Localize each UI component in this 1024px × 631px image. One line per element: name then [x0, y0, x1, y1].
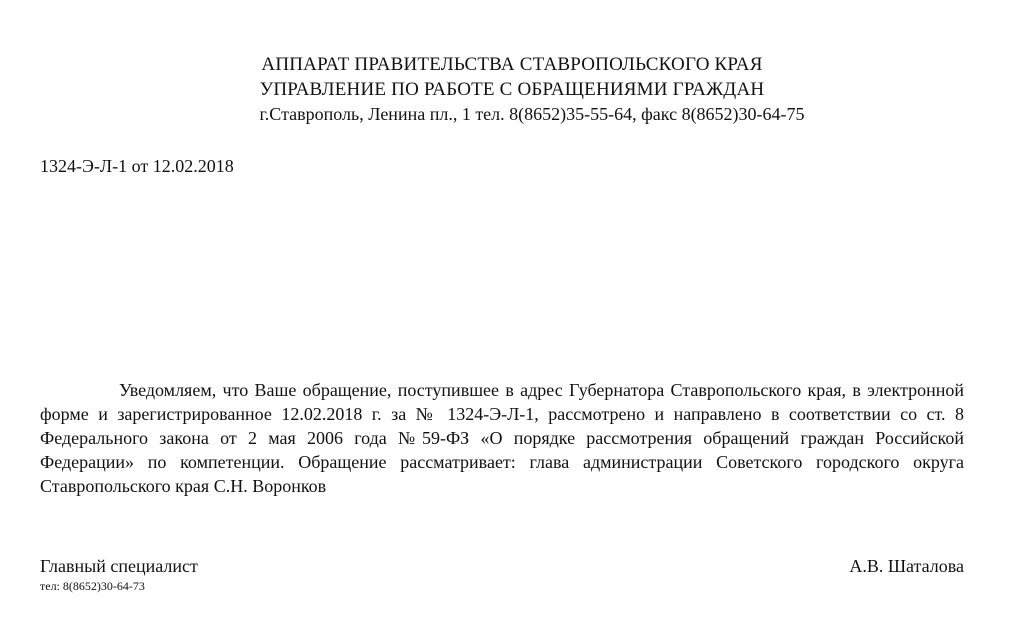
organization-address: г.Ставрополь, Ленина пл., 1 тел. 8(8652)35-55-64, факс 8(8652)30-64-75 [259, 104, 805, 124]
registration-number: 1324-Э-Л-1 от 12.02.2018 [40, 156, 234, 176]
signer-position: Главный специалист [40, 556, 198, 576]
signature-block [40, 554, 964, 578]
contact-phone: тел: 8(8652)30-64-73 [40, 579, 145, 593]
notification-paragraph: Уведомляем, что Ваше обращение, поступившее в адрес Губернатора Ставропольского края, в электронной форме и зарегистрированное 12.02.2018 г. за № 1324-Э-Л-1, рассмотрено и направлено в соответствии со ст. 8 Федерального закона от 2 мая 2006 года №59-ФЗ «О порядке рассмотрения обращений граждан Российской Федерации» по компетенции. Обращение рассматривает: глава администрации Советского городского округа Ставропольского края С.Н. Воронков [40, 380, 964, 496]
signer-name: А.В. Шаталова [849, 556, 964, 576]
organization-name: АППАРАТ ПРАВИТЕЛЬСТВА СТАВРОПОЛЬСКОГО КРАЯ [261, 54, 763, 75]
letter-header [0, 52, 1024, 127]
department-name: УПРАВЛЕНИЕ ПО РАБОТЕ С ОБРАЩЕНИЯМИ ГРАЖДАН [259, 79, 765, 100]
